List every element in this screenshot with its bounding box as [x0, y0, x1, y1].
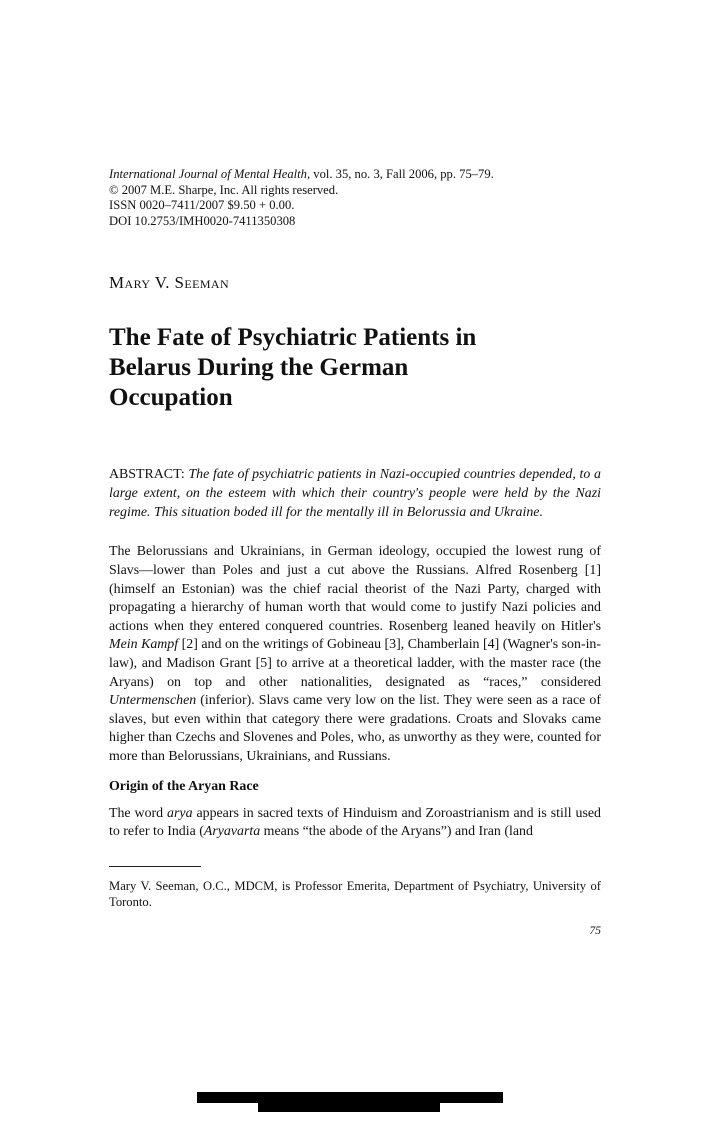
arya-term: arya: [167, 805, 193, 821]
title-line-2: Belarus During the German: [109, 354, 409, 382]
journal-details: vol. 35, no. 3, Fall 2006, pp. 75–79.: [310, 167, 494, 181]
title-line-3: Occupation: [109, 384, 233, 412]
paragraph-1-part-2: [2] and on the writings of Gobineau [3], Chamberlain [4] (Wagner's son-in-law), and Madison Grant [5] to arrive at a theoretical ladder, with the master race (the Aryans) on top and other nationalities, designated as “races,” considered: [109, 637, 602, 690]
journal-name: International Journal of Mental Health,: [109, 167, 311, 181]
issn-line: ISSN 0020–7411/2007 $9.50 + 0.00.: [109, 198, 295, 213]
author-footnote: Mary V. Seeman, O.C., MDCM, is Professor Emerita, Department of Psychiatry, University of Toronto.: [109, 878, 601, 909]
body-paragraph-2: [109, 805, 601, 842]
title-line-1: The Fate of Psychiatric Patients in: [109, 324, 477, 352]
paragraph-2-part-3: means “the abode of the Aryans”) and Iran (land: [260, 824, 533, 840]
footnote-divider: [109, 866, 201, 867]
untermenschen-term: Untermenschen: [109, 693, 197, 709]
redaction-bar-lower: [258, 1100, 440, 1112]
copyright-line: © 2007 M.E. Sharpe, Inc. All rights reserved.: [109, 182, 339, 197]
article-title: [109, 323, 601, 413]
article-page: [109, 167, 601, 937]
mein-kampf-title: Mein Kampf: [109, 637, 179, 653]
doi-line: DOI 10.2753/IMH0020-7411350308: [109, 213, 296, 228]
page-number: 75: [589, 924, 601, 937]
section-heading: Origin of the Aryan Race: [109, 778, 259, 794]
abstract-text: The fate of psychiatric patients in Nazi-occupied countries depended, to a large extent, on the esteem with which their country's people were held by the Nazi regime. This situation boded ill for the mentally ill in Belorussia and Ukraine.: [109, 467, 601, 521]
paragraph-1-part-3: (inferior). Slavs came very low on the list. They were seen as a race of slaves, but even within that category there were gradations. Croats and Slovaks came higher than Czechs and Slovenes and Poles, who, as unworthy as they were, counted for more than Belorussians, Ukrainians, and Russians.: [109, 693, 601, 764]
aryavarta-term: Aryavarta: [203, 824, 261, 840]
citation-journal-line: [109, 167, 601, 183]
abstract-label: ABSTRACT:: [109, 467, 189, 483]
author-name: Mary V. Seeman: [109, 273, 230, 293]
body-paragraph-1: [109, 543, 601, 766]
abstract: [109, 465, 601, 522]
citation-block: [109, 167, 601, 229]
paragraph-2-part-1: The word: [109, 805, 168, 821]
paragraph-1-part-1: The Belorussians and Ukrainians, in German ideology, occupied the lowest rung of Slavs—lower than Poles and just a cut above the Russians. Alfred Rosenberg [1] (himself an Estonian) was the chief racial theorist of the Nazi Party, charged with propagating a hierarchy of human worth that would come to justify Nazi policies and actions when they entered conquered countries. Rosenberg leaned heavily on Hitler's: [109, 544, 601, 634]
paragraph-2-part-2: appears in sacred texts of Hinduism and Zoroastrianism and is still used to refer to India (: [109, 805, 601, 840]
